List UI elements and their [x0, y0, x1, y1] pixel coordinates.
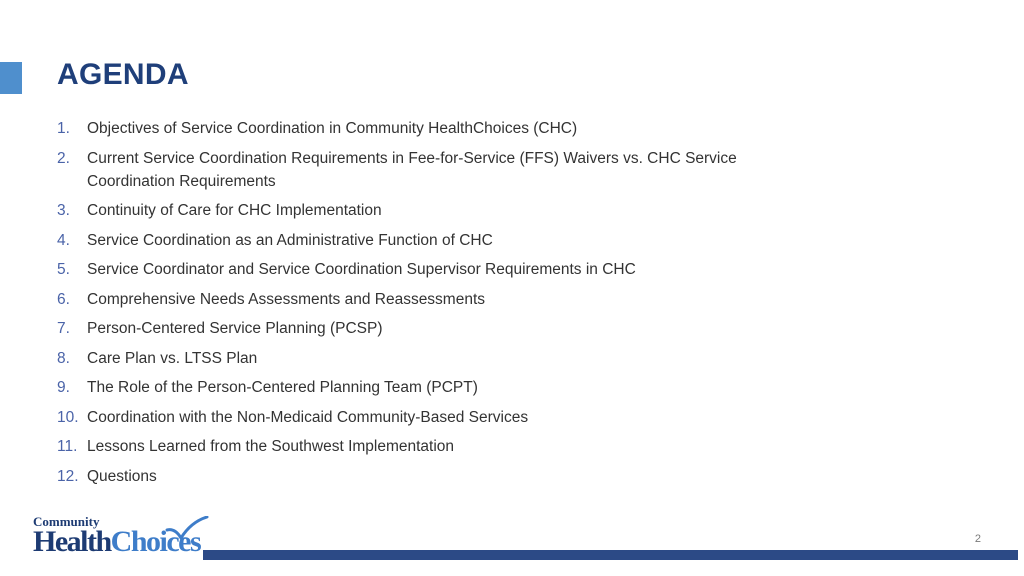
agenda-item-text: Person-Centered Service Planning (PCSP)	[87, 320, 383, 337]
agenda-item	[57, 147, 737, 193]
agenda-item-text: Continuity of Care for CHC Implementation	[87, 202, 382, 219]
agenda-item	[57, 117, 737, 140]
agenda-item-number: 9.	[57, 379, 70, 396]
agenda-item	[57, 406, 737, 429]
agenda-item-number: 3.	[57, 202, 70, 219]
agenda-item-text: Objectives of Service Coordination in Community HealthChoices (CHC)	[87, 120, 578, 137]
agenda-item-number: 2.	[57, 149, 70, 167]
agenda-item-number: 5.	[57, 261, 70, 278]
agenda-item-text: Service Coordinator and Service Coordination Supervisor Requirements in CHC	[87, 261, 636, 278]
slide-title: AGENDA	[57, 58, 189, 91]
agenda-item-text: Current Service Coordination Requirements in Fee-for-Service (FFS) Waivers vs. CHC Service Coordination Requirements	[87, 149, 737, 190]
page-number: 2	[974, 533, 981, 545]
footer-bar	[203, 550, 1018, 560]
agenda-item	[57, 376, 737, 399]
agenda-item-number: 8.	[57, 349, 70, 367]
agenda-item	[57, 317, 737, 340]
agenda-item	[57, 199, 737, 222]
agenda-item	[57, 229, 737, 252]
agenda-list	[57, 117, 737, 494]
logo-health-text: Health	[33, 525, 111, 558]
agenda-item-text: Comprehensive Needs Assessments and Reassessments	[87, 290, 486, 308]
agenda-item-text: Service Coordination as an Administrative Function of CHC	[87, 231, 493, 249]
agenda-item-number: 6.	[57, 290, 70, 308]
agenda-item	[57, 288, 737, 311]
agenda-item	[57, 435, 737, 458]
agenda-item-text: Questions	[87, 467, 157, 485]
agenda-item-number: 12.	[57, 467, 79, 485]
agenda-item	[57, 465, 737, 488]
agenda-item-number: 7.	[57, 320, 70, 337]
agenda-item-text: Lessons Learned from the Southwest Implementation	[87, 438, 455, 455]
agenda-item-text: Care Plan vs. LTSS Plan	[87, 349, 258, 367]
agenda-item-number: 11.	[57, 438, 78, 455]
agenda-item-number: 1.	[57, 120, 70, 137]
agenda-item-number: 10.	[57, 408, 79, 426]
agenda-item	[57, 258, 737, 281]
checkmark-icon	[165, 516, 209, 540]
logo-choices-text: Choices	[110, 525, 201, 558]
agenda-item-text: The Role of the Person-Centered Planning Team (PCPT)	[87, 379, 478, 396]
agenda-item-number: 4.	[57, 231, 70, 249]
agenda-item	[57, 347, 737, 370]
community-healthchoices-logo	[33, 514, 203, 562]
agenda-item-text: Coordination with the Non-Medicaid Community-Based Services	[87, 408, 529, 426]
logo-community-text: Community	[33, 514, 100, 529]
title-accent-square	[0, 62, 22, 94]
